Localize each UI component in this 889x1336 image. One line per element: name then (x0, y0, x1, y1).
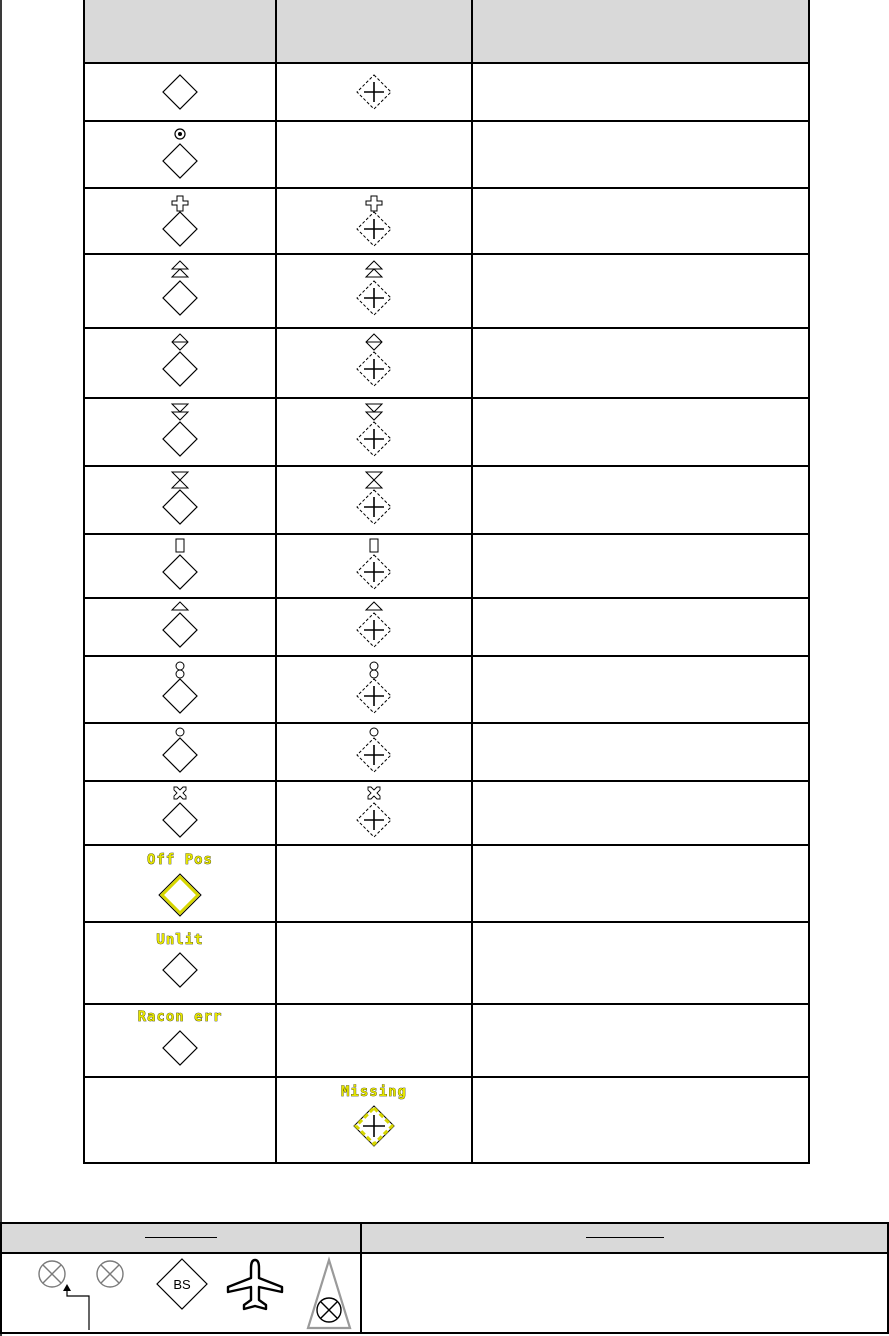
missing-symbol (314, 1080, 434, 1160)
symbol-cell (84, 922, 276, 1004)
x-topmark-icon (150, 783, 210, 843)
header-cell-3 (472, 0, 809, 63)
bs-label: BS (173, 1277, 191, 1292)
triangle-circle-icon (308, 1260, 350, 1328)
table-row (84, 1077, 809, 1163)
description-cell (472, 328, 809, 398)
diamond-icon (150, 67, 210, 117)
two-balls-topmark-dashed-icon (344, 659, 404, 721)
table-row (84, 781, 809, 845)
ball-topmark-icon (150, 724, 210, 780)
cone-up-topmark-dashed-icon (344, 599, 404, 655)
description-cell (472, 781, 809, 845)
bs-diamond-icon (157, 1259, 207, 1309)
description-cell (472, 1077, 809, 1163)
description-cell (472, 845, 809, 922)
off-pos-label: Off Pos (146, 851, 214, 868)
cross-topmark-dashed-icon (344, 190, 404, 252)
double-cone-up-topmark-dashed-icon (344, 257, 404, 325)
description-cell (472, 188, 809, 254)
symbol-cell (84, 466, 276, 534)
header-cell-right (361, 1223, 888, 1253)
table-row (84, 254, 809, 328)
symbol-cell (276, 845, 472, 922)
other-symbols-group (2, 1254, 358, 1332)
symbol-cell (84, 254, 276, 328)
description-cell (472, 1004, 809, 1077)
symbol-table (83, 0, 810, 1164)
symbol-cell (84, 188, 276, 254)
symbol-cell (276, 534, 472, 598)
symbol-cell (84, 328, 276, 398)
description-cell (472, 723, 809, 781)
symbol-cell (84, 656, 276, 723)
symbol-cell (276, 1077, 472, 1163)
symbol-cell (84, 723, 276, 781)
symbol-cell (276, 254, 472, 328)
table-row (84, 656, 809, 723)
unlit-symbol (120, 926, 240, 1000)
symbol-cell (84, 398, 276, 466)
hourglass-topmark-icon (150, 468, 210, 532)
description-cell (472, 466, 809, 534)
symbol-cell (276, 466, 472, 534)
square-topmark-dashed-icon (344, 535, 404, 597)
cross-topmark-icon (150, 190, 210, 252)
x-topmark-dashed-icon (344, 783, 404, 843)
symbol-cell (84, 845, 276, 922)
header-underline (586, 1237, 664, 1238)
table-row (84, 188, 809, 254)
description-cell (472, 254, 809, 328)
light-circle-icon (39, 1261, 65, 1287)
symbol-cell (84, 598, 276, 656)
symbol-cell (276, 598, 472, 656)
airplane-icon (228, 1260, 282, 1309)
symbol-cell (276, 188, 472, 254)
header-cell-left (1, 1223, 361, 1253)
table-row (84, 922, 809, 1004)
table-row (84, 121, 809, 188)
square-topmark-icon (150, 535, 210, 597)
symbol-cell (84, 781, 276, 845)
description-cell (472, 656, 809, 723)
symbol-cell (276, 723, 472, 781)
symbol-cell (276, 922, 472, 1004)
off-position-symbol (120, 848, 240, 920)
double-cone-down-topmark-icon (150, 400, 210, 464)
symbol-cell (84, 121, 276, 188)
unlit-label: Unlit (156, 932, 204, 948)
symbol-cell (84, 1004, 276, 1077)
table-row (84, 398, 809, 466)
description-cell (472, 398, 809, 466)
symbol-cell (276, 656, 472, 723)
leader-arrow-icon (63, 1284, 89, 1330)
diamond-topmark-icon (150, 330, 210, 396)
symbol-cell (276, 63, 472, 121)
diamond-topmark-dashed-icon (344, 330, 404, 396)
hourglass-topmark-dashed-icon (344, 468, 404, 532)
two-balls-topmark-icon (150, 659, 210, 721)
description-cell (472, 121, 809, 188)
description-cell (472, 922, 809, 1004)
ball-topmark-dashed-icon (344, 724, 404, 780)
symbol-cell (276, 121, 472, 188)
symbol-cell (84, 1077, 276, 1163)
table-row (84, 845, 809, 922)
symbol-cell (276, 328, 472, 398)
description-cell (361, 1253, 888, 1333)
symbol-cell (84, 534, 276, 598)
table-row (1, 1253, 888, 1333)
header-cell-1 (84, 0, 276, 63)
racon-err-label: Racon err (137, 1008, 223, 1025)
header-underline (145, 1237, 217, 1238)
table-row (84, 63, 809, 121)
table-row (84, 723, 809, 781)
other-symbol-table (0, 1222, 889, 1334)
table-row (84, 466, 809, 534)
symbol-cell (84, 63, 276, 121)
light-circle-icon (97, 1261, 123, 1287)
description-cell (472, 534, 809, 598)
icon-cell (1, 1253, 361, 1333)
double-cone-down-topmark-dashed-icon (344, 400, 404, 464)
missing-label: Missing (340, 1084, 408, 1100)
symbol-table-header (84, 0, 809, 63)
dashed-diamond-cross-icon (344, 67, 404, 117)
description-cell (472, 598, 809, 656)
header-cell-2 (276, 0, 472, 63)
symbol-cell (276, 1004, 472, 1077)
symbol-cell (276, 781, 472, 845)
table-row (84, 598, 809, 656)
description-cell (472, 63, 809, 121)
racon-error-symbol (115, 1007, 245, 1075)
symbol-cell (276, 398, 472, 466)
page-edge-bar (0, 0, 2, 1336)
dot-circle-topmark-icon (150, 124, 210, 186)
double-cone-up-topmark-icon (150, 257, 210, 325)
table-row (84, 534, 809, 598)
cone-up-topmark-icon (150, 599, 210, 655)
table-row (84, 1004, 809, 1077)
other-table-header (1, 1223, 888, 1253)
table-row (84, 328, 809, 398)
